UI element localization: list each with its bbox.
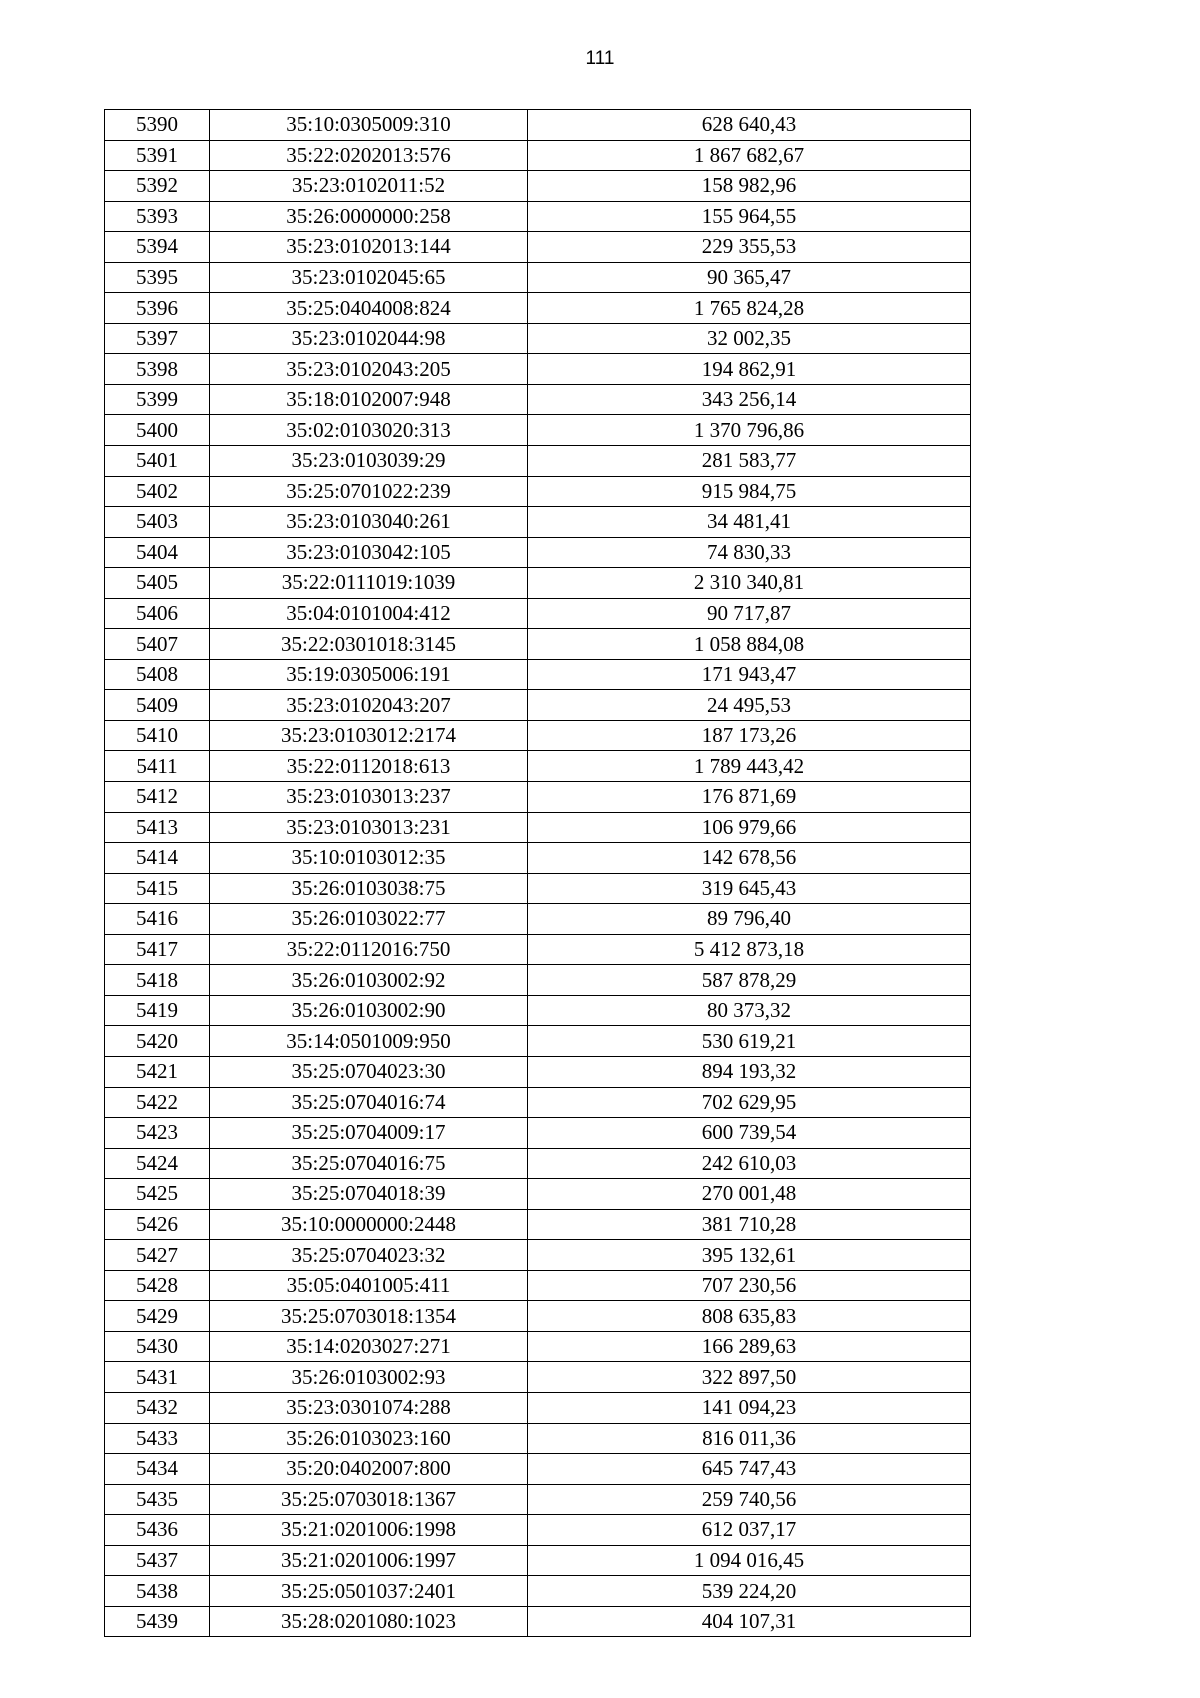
cadastral-number-cell: 35:26:0103002:93 xyxy=(210,1362,528,1393)
cadastral-number-cell: 35:14:0501009:950 xyxy=(210,1026,528,1057)
row-number-cell: 5428 xyxy=(105,1270,210,1301)
cadastral-number-cell: 35:05:0401005:411 xyxy=(210,1270,528,1301)
value-cell: 381 710,28 xyxy=(528,1209,971,1240)
table-row xyxy=(105,1362,971,1393)
cadastral-number-cell: 35:23:0103039:29 xyxy=(210,446,528,477)
table-row xyxy=(105,1270,971,1301)
cadastral-number-cell: 35:04:0101004:412 xyxy=(210,598,528,629)
cadastral-number-cell: 35:20:0402007:800 xyxy=(210,1454,528,1485)
cadastral-number-cell: 35:25:0704018:39 xyxy=(210,1179,528,1210)
table-row xyxy=(105,843,971,874)
row-number-cell: 5398 xyxy=(105,354,210,385)
row-number-cell: 5409 xyxy=(105,690,210,721)
cadastral-number-cell: 35:25:0703018:1367 xyxy=(210,1484,528,1515)
row-number-cell: 5414 xyxy=(105,843,210,874)
table-row xyxy=(105,690,971,721)
row-number-cell: 5438 xyxy=(105,1576,210,1607)
row-number-cell: 5402 xyxy=(105,476,210,507)
row-number-cell: 5437 xyxy=(105,1545,210,1576)
value-cell: 259 740,56 xyxy=(528,1484,971,1515)
cadastral-number-cell: 35:22:0112016:750 xyxy=(210,934,528,965)
row-number-cell: 5433 xyxy=(105,1423,210,1454)
table-row xyxy=(105,751,971,782)
table-row xyxy=(105,537,971,568)
value-cell: 80 373,32 xyxy=(528,995,971,1026)
cadastral-number-cell: 35:10:0305009:310 xyxy=(210,110,528,141)
row-number-cell: 5423 xyxy=(105,1118,210,1149)
table-row xyxy=(105,720,971,751)
value-cell: 1 867 682,67 xyxy=(528,140,971,171)
value-cell: 90 365,47 xyxy=(528,262,971,293)
table-row xyxy=(105,232,971,263)
row-number-cell: 5397 xyxy=(105,323,210,354)
cadastral-number-cell: 35:19:0305006:191 xyxy=(210,659,528,690)
row-number-cell: 5439 xyxy=(105,1606,210,1637)
value-cell: 1 370 796,86 xyxy=(528,415,971,446)
value-cell: 1 765 824,28 xyxy=(528,293,971,324)
value-cell: 142 678,56 xyxy=(528,843,971,874)
value-cell: 915 984,75 xyxy=(528,476,971,507)
row-number-cell: 5430 xyxy=(105,1331,210,1362)
cadastral-number-cell: 35:23:0103042:105 xyxy=(210,537,528,568)
table-row xyxy=(105,1515,971,1546)
cadastral-number-cell: 35:10:0103012:35 xyxy=(210,843,528,874)
value-cell: 645 747,43 xyxy=(528,1454,971,1485)
table-row xyxy=(105,110,971,141)
cadastral-number-cell: 35:23:0103012:2174 xyxy=(210,720,528,751)
value-cell: 229 355,53 xyxy=(528,232,971,263)
value-cell: 194 862,91 xyxy=(528,354,971,385)
row-number-cell: 5405 xyxy=(105,568,210,599)
cadastral-number-cell: 35:26:0000000:258 xyxy=(210,201,528,232)
cadastral-number-cell: 35:26:0103038:75 xyxy=(210,873,528,904)
cadastral-number-cell: 35:22:0112018:613 xyxy=(210,751,528,782)
table-row xyxy=(105,1118,971,1149)
value-cell: 176 871,69 xyxy=(528,782,971,813)
table-row xyxy=(105,1056,971,1087)
row-number-cell: 5407 xyxy=(105,629,210,660)
table-row xyxy=(105,934,971,965)
table-row xyxy=(105,140,971,171)
table-row xyxy=(105,1454,971,1485)
value-cell: 270 001,48 xyxy=(528,1179,971,1210)
value-cell: 816 011,36 xyxy=(528,1423,971,1454)
row-number-cell: 5395 xyxy=(105,262,210,293)
cadastral-number-cell: 35:25:0404008:824 xyxy=(210,293,528,324)
cadastral-number-cell: 35:25:0704009:17 xyxy=(210,1118,528,1149)
row-number-cell: 5396 xyxy=(105,293,210,324)
row-number-cell: 5435 xyxy=(105,1484,210,1515)
row-number-cell: 5421 xyxy=(105,1056,210,1087)
table-row xyxy=(105,1026,971,1057)
value-cell: 158 982,96 xyxy=(528,171,971,202)
value-cell: 171 943,47 xyxy=(528,659,971,690)
table-row xyxy=(105,1240,971,1271)
cadastral-number-cell: 35:26:0103023:160 xyxy=(210,1423,528,1454)
page-number: 111 xyxy=(585,48,615,69)
cadastral-number-cell: 35:14:0203027:271 xyxy=(210,1331,528,1362)
value-cell: 166 289,63 xyxy=(528,1331,971,1362)
table-row xyxy=(105,415,971,446)
table-row xyxy=(105,476,971,507)
table-row xyxy=(105,1087,971,1118)
table-row xyxy=(105,1148,971,1179)
row-number-cell: 5403 xyxy=(105,507,210,538)
table-row xyxy=(105,659,971,690)
value-cell: 587 878,29 xyxy=(528,965,971,996)
table-row xyxy=(105,1606,971,1637)
row-number-cell: 5434 xyxy=(105,1454,210,1485)
cadastral-number-cell: 35:25:0704023:32 xyxy=(210,1240,528,1271)
table-row xyxy=(105,384,971,415)
value-cell: 404 107,31 xyxy=(528,1606,971,1637)
row-number-cell: 5426 xyxy=(105,1209,210,1240)
row-number-cell: 5412 xyxy=(105,782,210,813)
table-row xyxy=(105,1179,971,1210)
value-cell: 1 789 443,42 xyxy=(528,751,971,782)
cadastral-number-cell: 35:22:0301018:3145 xyxy=(210,629,528,660)
value-cell: 155 964,55 xyxy=(528,201,971,232)
cadastral-number-cell: 35:28:0201080:1023 xyxy=(210,1606,528,1637)
row-number-cell: 5416 xyxy=(105,904,210,935)
row-number-cell: 5399 xyxy=(105,384,210,415)
value-cell: 343 256,14 xyxy=(528,384,971,415)
value-cell: 612 037,17 xyxy=(528,1515,971,1546)
table-row xyxy=(105,1301,971,1332)
cadastral-number-cell: 35:21:0201006:1998 xyxy=(210,1515,528,1546)
value-cell: 106 979,66 xyxy=(528,812,971,843)
row-number-cell: 5410 xyxy=(105,720,210,751)
cadastral-number-cell: 35:25:0704016:75 xyxy=(210,1148,528,1179)
row-number-cell: 5418 xyxy=(105,965,210,996)
cadastral-number-cell: 35:23:0103013:237 xyxy=(210,782,528,813)
value-cell: 322 897,50 xyxy=(528,1362,971,1393)
cadastral-number-cell: 35:25:0701022:239 xyxy=(210,476,528,507)
value-cell: 702 629,95 xyxy=(528,1087,971,1118)
row-number-cell: 5420 xyxy=(105,1026,210,1057)
row-number-cell: 5404 xyxy=(105,537,210,568)
table-row xyxy=(105,1392,971,1423)
cadastral-number-cell: 35:10:0000000:2448 xyxy=(210,1209,528,1240)
table-row xyxy=(105,629,971,660)
row-number-cell: 5392 xyxy=(105,171,210,202)
value-cell: 74 830,33 xyxy=(528,537,971,568)
value-cell: 187 173,26 xyxy=(528,720,971,751)
table-row xyxy=(105,1331,971,1362)
table-row xyxy=(105,812,971,843)
cadastral-number-cell: 35:26:0103002:90 xyxy=(210,995,528,1026)
row-number-cell: 5408 xyxy=(105,659,210,690)
table-row xyxy=(105,1545,971,1576)
table-row xyxy=(105,568,971,599)
value-cell: 530 619,21 xyxy=(528,1026,971,1057)
cadastral-number-cell: 35:23:0102011:52 xyxy=(210,171,528,202)
table-row xyxy=(105,1576,971,1607)
table-row xyxy=(105,1209,971,1240)
value-cell: 319 645,43 xyxy=(528,873,971,904)
row-number-cell: 5393 xyxy=(105,201,210,232)
value-cell: 32 002,35 xyxy=(528,323,971,354)
value-cell: 90 717,87 xyxy=(528,598,971,629)
table-row xyxy=(105,782,971,813)
table-row xyxy=(105,354,971,385)
row-number-cell: 5427 xyxy=(105,1240,210,1271)
cadastral-number-cell: 35:22:0202013:576 xyxy=(210,140,528,171)
table-row xyxy=(105,965,971,996)
row-number-cell: 5432 xyxy=(105,1392,210,1423)
row-number-cell: 5401 xyxy=(105,446,210,477)
table-row xyxy=(105,293,971,324)
value-cell: 600 739,54 xyxy=(528,1118,971,1149)
value-cell: 24 495,53 xyxy=(528,690,971,721)
registry-table xyxy=(104,109,971,1637)
value-cell: 539 224,20 xyxy=(528,1576,971,1607)
cadastral-number-cell: 35:21:0201006:1997 xyxy=(210,1545,528,1576)
row-number-cell: 5417 xyxy=(105,934,210,965)
table-row xyxy=(105,507,971,538)
table-row xyxy=(105,1484,971,1515)
row-number-cell: 5406 xyxy=(105,598,210,629)
table-row xyxy=(105,262,971,293)
cadastral-number-cell: 35:25:0704016:74 xyxy=(210,1087,528,1118)
cadastral-number-cell: 35:23:0102043:205 xyxy=(210,354,528,385)
row-number-cell: 5422 xyxy=(105,1087,210,1118)
table-row xyxy=(105,598,971,629)
cadastral-number-cell: 35:23:0102043:207 xyxy=(210,690,528,721)
row-number-cell: 5431 xyxy=(105,1362,210,1393)
cadastral-number-cell: 35:25:0703018:1354 xyxy=(210,1301,528,1332)
table-row xyxy=(105,446,971,477)
table-row xyxy=(105,171,971,202)
cadastral-number-cell: 35:23:0102045:65 xyxy=(210,262,528,293)
cadastral-number-cell: 35:02:0103020:313 xyxy=(210,415,528,446)
row-number-cell: 5424 xyxy=(105,1148,210,1179)
value-cell: 242 610,03 xyxy=(528,1148,971,1179)
cadastral-number-cell: 35:23:0103040:261 xyxy=(210,507,528,538)
cadastral-number-cell: 35:22:0111019:1039 xyxy=(210,568,528,599)
table-row xyxy=(105,201,971,232)
value-cell: 1 094 016,45 xyxy=(528,1545,971,1576)
row-number-cell: 5436 xyxy=(105,1515,210,1546)
row-number-cell: 5394 xyxy=(105,232,210,263)
value-cell: 89 796,40 xyxy=(528,904,971,935)
value-cell: 707 230,56 xyxy=(528,1270,971,1301)
cadastral-number-cell: 35:23:0103013:231 xyxy=(210,812,528,843)
value-cell: 2 310 340,81 xyxy=(528,568,971,599)
value-cell: 5 412 873,18 xyxy=(528,934,971,965)
row-number-cell: 5425 xyxy=(105,1179,210,1210)
cadastral-number-cell: 35:23:0102013:144 xyxy=(210,232,528,263)
row-number-cell: 5391 xyxy=(105,140,210,171)
row-number-cell: 5400 xyxy=(105,415,210,446)
table-row xyxy=(105,904,971,935)
value-cell: 628 640,43 xyxy=(528,110,971,141)
cadastral-number-cell: 35:23:0102044:98 xyxy=(210,323,528,354)
cadastral-number-cell: 35:26:0103002:92 xyxy=(210,965,528,996)
row-number-cell: 5415 xyxy=(105,873,210,904)
cadastral-number-cell: 35:23:0301074:288 xyxy=(210,1392,528,1423)
row-number-cell: 5419 xyxy=(105,995,210,1026)
cadastral-number-cell: 35:26:0103022:77 xyxy=(210,904,528,935)
value-cell: 1 058 884,08 xyxy=(528,629,971,660)
row-number-cell: 5390 xyxy=(105,110,210,141)
registry-table-body xyxy=(105,110,971,1637)
table-row xyxy=(105,323,971,354)
row-number-cell: 5411 xyxy=(105,751,210,782)
row-number-cell: 5429 xyxy=(105,1301,210,1332)
value-cell: 281 583,77 xyxy=(528,446,971,477)
value-cell: 395 132,61 xyxy=(528,1240,971,1271)
value-cell: 808 635,83 xyxy=(528,1301,971,1332)
value-cell: 141 094,23 xyxy=(528,1392,971,1423)
value-cell: 894 193,32 xyxy=(528,1056,971,1087)
row-number-cell: 5413 xyxy=(105,812,210,843)
table-row xyxy=(105,995,971,1026)
table-row xyxy=(105,1423,971,1454)
value-cell: 34 481,41 xyxy=(528,507,971,538)
cadastral-number-cell: 35:25:0501037:2401 xyxy=(210,1576,528,1607)
cadastral-number-cell: 35:18:0102007:948 xyxy=(210,384,528,415)
table-row xyxy=(105,873,971,904)
cadastral-number-cell: 35:25:0704023:30 xyxy=(210,1056,528,1087)
